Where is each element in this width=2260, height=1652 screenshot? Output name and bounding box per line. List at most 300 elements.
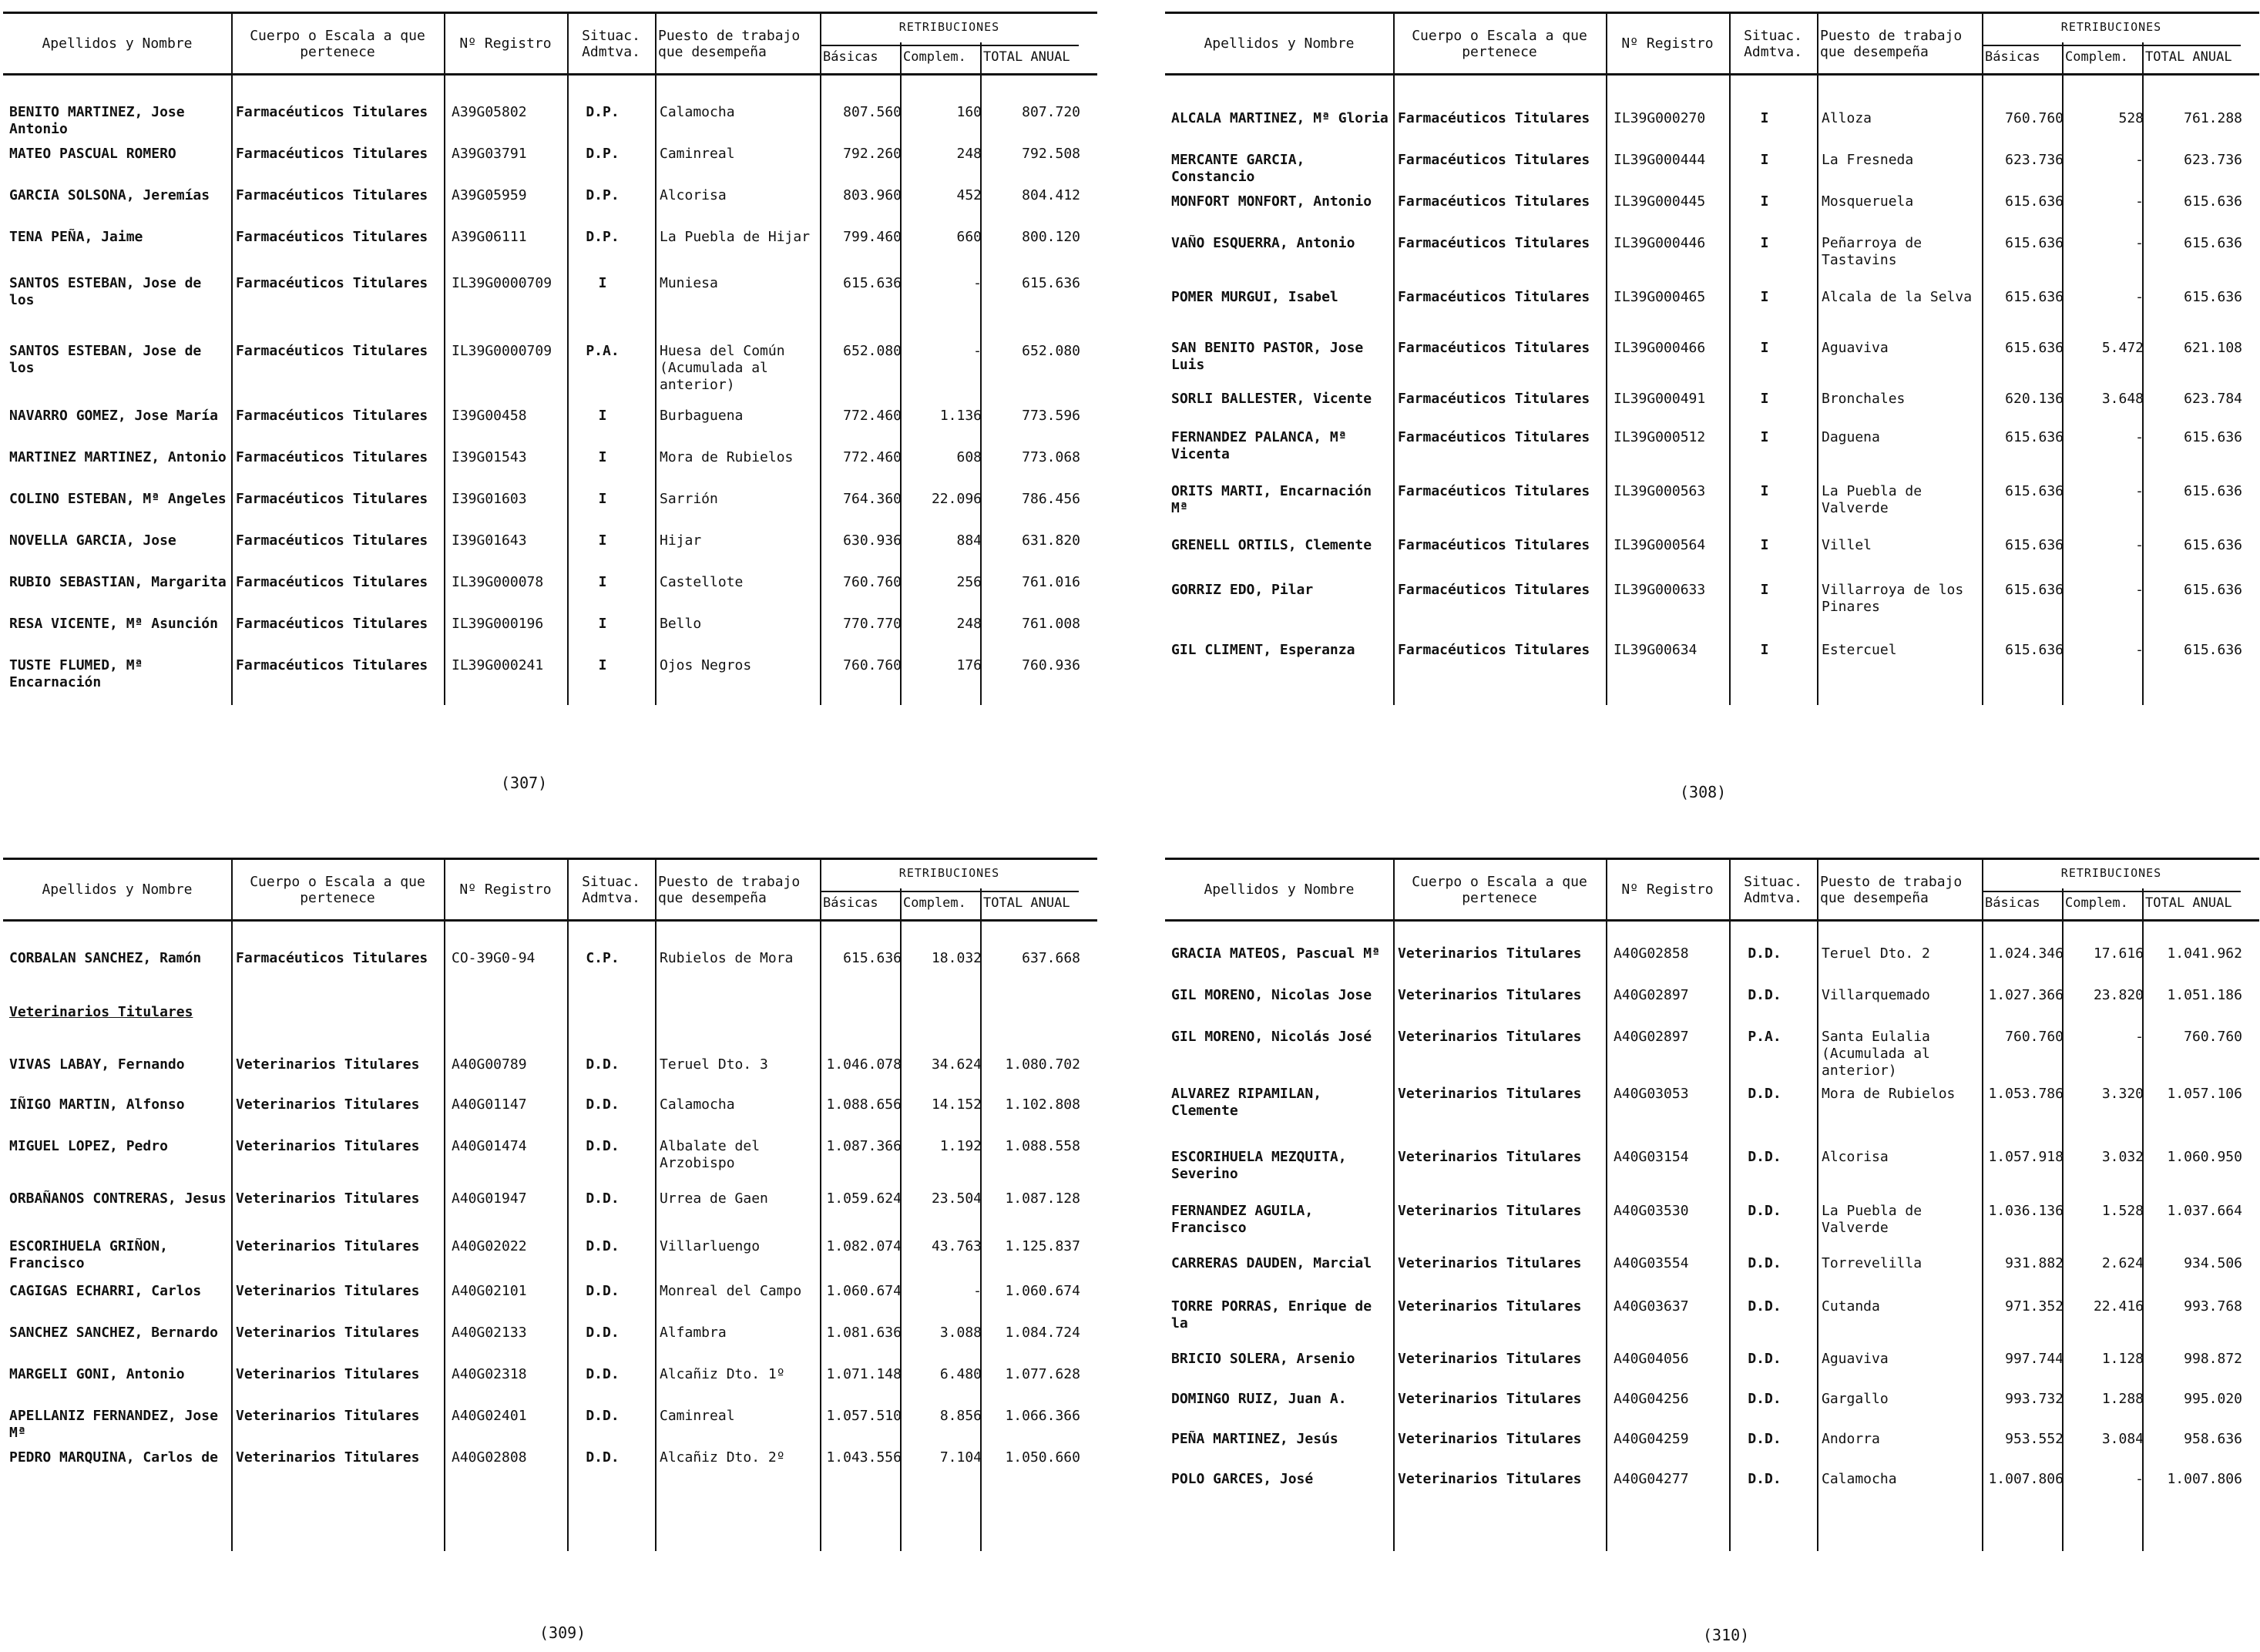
situacion-admtva: I: [1760, 483, 1769, 499]
retribucion-complem: -: [2135, 582, 2144, 598]
situacion-admtva: I: [1760, 391, 1769, 407]
puesto-trabajo: Gargallo: [1822, 1391, 1889, 1407]
retribucion-total: 800.120: [1022, 229, 1080, 245]
situacion-admtva: D.D.: [586, 1056, 620, 1073]
puesto-trabajo: Calamocha: [660, 104, 735, 120]
retribucion-total: 1.060.950: [2167, 1149, 2242, 1165]
retribucion-total: 631.820: [1022, 532, 1080, 549]
puesto-trabajo: Villel: [1822, 537, 1872, 553]
person-name: GIL MORENO, Nicolás José: [1171, 1029, 1372, 1045]
cuerpo-escala: Farmacéuticos Titulares: [236, 532, 428, 549]
header-total: TOTAL ANUAL: [2145, 49, 2232, 65]
registro-number: A40G01474: [452, 1138, 527, 1154]
retribucion-complem: -: [2135, 152, 2144, 168]
situacion-admtva: I: [598, 616, 607, 632]
person-name: SORLI BALLESTER, Vicente: [1171, 391, 1372, 407]
column-rule: [444, 858, 445, 1551]
situacion-admtva: D.D.: [586, 1408, 620, 1424]
cuerpo-escala: Farmacéuticos Titulares: [236, 950, 428, 966]
person-name: SANTOS ESTEBAN, Jose de los: [9, 275, 210, 308]
registro-number: IL39G000633: [1614, 582, 1706, 598]
situacion-admtva: I: [598, 275, 607, 291]
header-nombre: Apellidos y Nombre: [42, 35, 193, 52]
registro-number: A39G06111: [452, 229, 527, 245]
puesto-trabajo: Mora de Rubielos: [660, 449, 794, 465]
retribucion-basicas: 953.552: [2005, 1431, 2064, 1447]
retribucion-basicas: 1.036.136: [1988, 1203, 2064, 1219]
retribucion-basicas: 772.460: [843, 449, 902, 465]
page-310: [1165, 858, 2259, 1628]
cuerpo-escala: Veterinarios Titulares: [236, 1238, 420, 1254]
retribucion-complem: -: [2135, 1471, 2144, 1487]
puesto-trabajo: Santa Eulalia (Acumulada al anterior): [1822, 1029, 1939, 1079]
retribucion-complem: 34.624: [931, 1056, 982, 1073]
cuerpo-escala: Veterinarios Titulares: [1398, 1391, 1582, 1407]
header-complem: Complem.: [903, 895, 966, 911]
header-registro: Nº Registro: [1621, 881, 1714, 898]
retribucion-total: 1.087.128: [1005, 1190, 1080, 1207]
person-name: PEÑA MARTINEZ, Jesús: [1171, 1431, 1338, 1447]
retribucion-complem: 528: [2118, 110, 2144, 126]
registro-number: A40G04056: [1614, 1351, 1689, 1367]
cuerpo-escala: Farmacéuticos Titulares: [1398, 110, 1590, 126]
retribucion-total: 637.668: [1022, 950, 1080, 966]
person-name: TENA PEÑA, Jaime: [9, 229, 143, 245]
person-name: BRICIO SOLERA, Arsenio: [1171, 1351, 1355, 1367]
situacion-admtva: I: [598, 574, 607, 590]
retribucion-complem: 18.032: [931, 950, 982, 966]
situacion-admtva: D.D.: [586, 1096, 620, 1113]
header-cuerpo: Cuerpo o Escala a que pertenece: [1412, 873, 1587, 906]
cuerpo-escala: Veterinarios Titulares: [1398, 1149, 1582, 1165]
registro-number: IL39G000078: [452, 574, 544, 590]
retribucion-complem: 6.480: [939, 1366, 982, 1382]
puesto-trabajo: Torrevelilla: [1822, 1255, 1923, 1271]
situacion-admtva: I: [598, 449, 607, 465]
header-situacion: Situac. Admtva.: [1744, 873, 1802, 906]
header-puesto: Puesto de trabajo que desempeña: [658, 27, 801, 60]
retribucion-basicas: 1.060.674: [826, 1283, 902, 1299]
retribucion-total: 995.020: [2184, 1391, 2242, 1407]
retribucion-total: 804.412: [1022, 187, 1080, 203]
cuerpo-escala: Farmacéuticos Titulares: [1398, 340, 1590, 356]
puesto-trabajo: Urrea de Gaen: [660, 1190, 768, 1207]
registro-number: IL39G000564: [1614, 537, 1706, 553]
retribucion-basicas: 615.636: [2005, 429, 2064, 445]
puesto-trabajo: Estercuel: [1822, 642, 1897, 658]
person-name: GRACIA MATEOS, Pascual Mª: [1171, 945, 1380, 962]
registro-number: IL39G000465: [1614, 289, 1706, 305]
header-basicas: Básicas: [1985, 49, 2040, 65]
person-name: VIVAS LABAY, Fernando: [9, 1056, 185, 1073]
registro-number: A40G03053: [1614, 1086, 1689, 1102]
retribucion-basicas: 760.760: [843, 657, 902, 673]
registro-number: IL39G000241: [452, 657, 544, 673]
situacion-admtva: D.D.: [1748, 1351, 1781, 1367]
cuerpo-escala: Farmacéuticos Titulares: [236, 449, 428, 465]
retribucion-total: 958.636: [2184, 1431, 2242, 1447]
header-complem: Complem.: [903, 49, 966, 65]
situacion-admtva: P.A.: [586, 343, 620, 359]
retribucion-basicas: 630.936: [843, 532, 902, 549]
person-name: MARGELI GONI, Antonio: [9, 1366, 185, 1382]
puesto-trabajo: Teruel Dto. 3: [660, 1056, 768, 1073]
retribucion-complem: 452: [956, 187, 982, 203]
retribucion-complem: 160: [956, 104, 982, 120]
retribucion-total: 615.636: [2184, 429, 2242, 445]
retribucion-basicas: 997.744: [2005, 1351, 2064, 1367]
column-rule: [2062, 42, 2064, 705]
puesto-trabajo: La Puebla de Valverde: [1822, 483, 1930, 516]
cuerpo-escala: Farmacéuticos Titulares: [1398, 429, 1590, 445]
retribucion-basicas: 623.736: [2005, 152, 2064, 168]
header-registro: Nº Registro: [459, 881, 552, 898]
registro-number: IL39G0000709: [452, 343, 552, 359]
retribucion-basicas: 1.027.366: [1988, 987, 2064, 1003]
cuerpo-escala: Veterinarios Titulares: [236, 1325, 420, 1341]
retribucion-complem: 7.104: [939, 1449, 982, 1466]
person-name: VAÑO ESQUERRA, Antonio: [1171, 235, 1355, 251]
registro-number: A40G04277: [1614, 1471, 1689, 1487]
retribucion-total: 786.456: [1022, 491, 1080, 507]
retribucion-total: 760.760: [2184, 1029, 2242, 1045]
page-number: (307): [501, 774, 548, 792]
registro-number: A40G02133: [452, 1325, 527, 1341]
person-name: CORBALAN SANCHEZ, Ramón: [9, 950, 202, 966]
situacion-admtva: D.D.: [1748, 1086, 1781, 1102]
cuerpo-escala: Veterinarios Titulares: [236, 1408, 420, 1424]
cuerpo-escala: Farmacéuticos Titulares: [1398, 235, 1590, 251]
registro-number: A40G02897: [1614, 1029, 1689, 1045]
retribucion-total: 621.108: [2184, 340, 2242, 356]
situacion-admtva: I: [1760, 235, 1769, 251]
person-name: ESCORIHUELA MEZQUITA, Severino: [1171, 1149, 1355, 1182]
retribucion-total: 615.636: [2184, 289, 2242, 305]
registro-number: I39G01643: [452, 532, 527, 549]
retribucion-total: 761.288: [2184, 110, 2242, 126]
column-rule: [1729, 12, 1731, 705]
registro-number: A40G01947: [452, 1190, 527, 1207]
retribucion-basicas: 993.732: [2005, 1391, 2064, 1407]
registro-number: A40G02808: [452, 1449, 527, 1466]
retribucion-complem: 22.096: [931, 491, 982, 507]
retribucion-complem: 8.856: [939, 1408, 982, 1424]
retribucion-complem: -: [2135, 642, 2144, 658]
cuerpo-escala: Veterinarios Titulares: [1398, 1298, 1582, 1315]
retribucion-complem: 3.320: [2101, 1086, 2144, 1102]
registro-number: A40G02022: [452, 1238, 527, 1254]
retribucion-complem: 3.032: [2101, 1149, 2144, 1165]
registro-number: A40G02318: [452, 1366, 527, 1382]
header-complem: Complem.: [2065, 49, 2128, 65]
puesto-trabajo: Teruel Dto. 2: [1822, 945, 1930, 962]
registro-number: A40G02101: [452, 1283, 527, 1299]
registro-number: IL39G000196: [452, 616, 544, 632]
puesto-trabajo: Albalate del Arzobispo: [660, 1138, 768, 1171]
table-header: [1165, 858, 2259, 922]
cuerpo-escala: Farmacéuticos Titulares: [1398, 391, 1590, 407]
retribucion-complem: -: [973, 1283, 982, 1299]
puesto-trabajo: La Puebla de Valverde: [1822, 1203, 1930, 1236]
retribucion-total: 623.736: [2184, 152, 2242, 168]
puesto-trabajo: Rubielos de Mora: [660, 950, 794, 966]
person-name: ORBAÑANOS CONTRERAS, Jesus: [9, 1190, 227, 1207]
cuerpo-escala: Veterinarios Titulares: [236, 1096, 420, 1113]
registro-number: A39G05802: [452, 104, 527, 120]
person-name: GARCIA SOLSONA, Jeremías: [9, 187, 210, 203]
header-cuerpo: Cuerpo o Escala a que pertenece: [250, 873, 425, 906]
retribucion-total: 615.636: [2184, 642, 2242, 658]
retribucion-complem: 884: [956, 532, 982, 549]
person-name: ALVAREZ RIPAMILAN, Clemente: [1171, 1086, 1330, 1119]
retribucion-complem: 14.152: [931, 1096, 982, 1113]
retribucion-complem: -: [2135, 1029, 2144, 1045]
retribucion-basicas: 1.087.366: [826, 1138, 902, 1154]
puesto-trabajo: Peñarroya de Tastavins: [1822, 235, 1930, 268]
situacion-admtva: D.D.: [1748, 1298, 1781, 1315]
retribucion-basicas: 615.636: [2005, 289, 2064, 305]
person-name: RUBIO SEBASTIAN, Margarita: [9, 574, 227, 590]
column-rule: [2142, 42, 2144, 705]
registro-number: A40G00789: [452, 1056, 527, 1073]
header-nombre: Apellidos y Nombre: [42, 881, 193, 898]
registro-number: A40G01147: [452, 1096, 527, 1113]
table-header: [3, 858, 1097, 922]
cuerpo-escala: Veterinarios Titulares: [236, 1449, 420, 1466]
retribucion-total: 773.596: [1022, 408, 1080, 424]
situacion-admtva: P.A.: [1748, 1029, 1781, 1045]
cuerpo-escala: Farmacéuticos Titulares: [1398, 642, 1590, 658]
person-name: APELLANIZ FERNANDEZ, Jose Mª: [9, 1408, 227, 1441]
situacion-admtva: D.D.: [1748, 1391, 1781, 1407]
retribucion-total: 652.080: [1022, 343, 1080, 359]
puesto-trabajo: Alcañiz Dto. 1º: [660, 1366, 785, 1382]
header-nombre: Apellidos y Nombre: [1204, 35, 1355, 52]
retribucion-total: 1.051.186: [2167, 987, 2242, 1003]
puesto-trabajo: Daguena: [1822, 429, 1880, 445]
registro-number: A40G02897: [1614, 987, 1689, 1003]
retribucion-complem: 1.192: [939, 1138, 982, 1154]
retribucion-basicas: 792.260: [843, 146, 902, 162]
situacion-admtva: D.P.: [586, 104, 620, 120]
cuerpo-escala: Veterinarios Titulares: [1398, 1431, 1582, 1447]
person-name: NAVARRO GOMEZ, Jose María: [9, 408, 218, 424]
header-total: TOTAL ANUAL: [2145, 895, 2232, 911]
puesto-trabajo: Calamocha: [660, 1096, 735, 1113]
retribucion-complem: -: [2135, 483, 2144, 499]
person-name: SANTOS ESTEBAN, Jose de los: [9, 343, 210, 376]
column-rule: [655, 858, 657, 1551]
retribucion-total: 1.084.724: [1005, 1325, 1080, 1341]
header-basicas: Básicas: [823, 49, 878, 65]
retribucion-basicas: 615.636: [2005, 483, 2064, 499]
retribucion-total: 1.066.366: [1005, 1408, 1080, 1424]
retribucion-total: 1.050.660: [1005, 1449, 1080, 1466]
person-name: TUSTE FLUMED, Mª Encarnación: [9, 657, 152, 690]
retribucion-total: 615.636: [2184, 537, 2242, 553]
retribucion-basicas: 652.080: [843, 343, 902, 359]
page-number: (308): [1680, 783, 1727, 801]
puesto-trabajo: La Puebla de Hijar: [660, 229, 811, 245]
puesto-trabajo: Villarquemado: [1822, 987, 1930, 1003]
situacion-admtva: D.P.: [586, 229, 620, 245]
column-rule: [567, 858, 569, 1551]
retribucion-total: 761.008: [1022, 616, 1080, 632]
registro-number: IL39G0000709: [452, 275, 552, 291]
cuerpo-escala: Veterinarios Titulares: [236, 1283, 420, 1299]
page-number: (309): [539, 1623, 586, 1642]
situacion-admtva: C.P.: [586, 950, 620, 966]
puesto-trabajo: Hijar: [660, 532, 702, 549]
retribucion-total: 1.037.664: [2167, 1203, 2242, 1219]
retribucion-basicas: 615.636: [843, 950, 902, 966]
registro-number: A39G03791: [452, 146, 527, 162]
registro-number: A40G03154: [1614, 1149, 1689, 1165]
person-name: GIL MORENO, Nicolas Jose: [1171, 987, 1372, 1003]
retribucion-complem: 248: [956, 146, 982, 162]
situacion-admtva: D.D.: [586, 1449, 620, 1466]
retribucion-basicas: 615.636: [2005, 582, 2064, 598]
retribucion-complem: 43.763: [931, 1238, 982, 1254]
header-situacion: Situac. Admtva.: [582, 27, 640, 60]
registro-number: A40G02401: [452, 1408, 527, 1424]
cuerpo-escala: Farmacéuticos Titulares: [236, 104, 428, 120]
retribucion-complem: 248: [956, 616, 982, 632]
retribucion-complem: 5.472: [2101, 340, 2144, 356]
registro-number: I39G01543: [452, 449, 527, 465]
registro-number: CO-39G0-94: [452, 950, 536, 966]
retribucion-basicas: 615.636: [2005, 193, 2064, 210]
header-complem: Complem.: [2065, 895, 2128, 911]
retribucion-total: 1.088.558: [1005, 1138, 1080, 1154]
situacion-admtva: I: [1760, 152, 1769, 168]
person-name: MARTINEZ MARTINEZ, Antonio: [9, 449, 227, 465]
person-name: PEDRO MARQUINA, Carlos de: [9, 1449, 218, 1466]
puesto-trabajo: Alcañiz Dto. 2º: [660, 1449, 785, 1466]
retribucion-basicas: 615.636: [2005, 642, 2064, 658]
cuerpo-escala: Veterinarios Titulares: [1398, 1255, 1582, 1271]
person-name: SANCHEZ SANCHEZ, Bernardo: [9, 1325, 218, 1341]
situacion-admtva: I: [598, 657, 607, 673]
situacion-admtva: D.D.: [1748, 987, 1781, 1003]
situacion-admtva: D.P.: [586, 187, 620, 203]
cuerpo-escala: Veterinarios Titulares: [1398, 1203, 1582, 1219]
retribucion-complem: 17.616: [2093, 945, 2144, 962]
person-name: MATEO PASCUAL ROMERO: [9, 146, 176, 162]
retribucion-basicas: 770.770: [843, 616, 902, 632]
cuerpo-escala: Farmacéuticos Titulares: [236, 574, 428, 590]
puesto-trabajo: Aguaviva: [1822, 340, 1889, 356]
person-name: SAN BENITO PASTOR, Jose Luis: [1171, 340, 1372, 373]
situacion-admtva: D.P.: [586, 146, 620, 162]
header-registro: Nº Registro: [1621, 35, 1714, 52]
puesto-trabajo: La Fresneda: [1822, 152, 1914, 168]
retribucion-total: 761.016: [1022, 574, 1080, 590]
puesto-trabajo: Muniesa: [660, 275, 718, 291]
retribucion-total: 615.636: [2184, 582, 2242, 598]
situacion-admtva: D.D.: [586, 1325, 620, 1341]
header-basicas: Básicas: [1985, 895, 2040, 911]
situacion-admtva: I: [1760, 642, 1769, 658]
situacion-admtva: D.D.: [1748, 1203, 1781, 1219]
retribucion-complem: 1.288: [2101, 1391, 2144, 1407]
retribucion-basicas: 971.352: [2005, 1298, 2064, 1315]
header-puesto: Puesto de trabajo que desempeña: [658, 873, 801, 906]
cuerpo-escala: Farmacéuticos Titulares: [236, 408, 428, 424]
column-rule: [980, 42, 982, 705]
person-name: CARRERAS DAUDEN, Marcial: [1171, 1255, 1372, 1271]
retribucion-total: 998.872: [2184, 1351, 2242, 1367]
retribucion-total: 807.720: [1022, 104, 1080, 120]
page-309: [3, 858, 1097, 1628]
retribucion-total: 615.636: [1022, 275, 1080, 291]
column-rule: [1817, 12, 1818, 705]
person-name: ORITS MARTI, Encarnación Mª: [1171, 483, 1380, 516]
registro-number: A40G04259: [1614, 1431, 1689, 1447]
retribucion-complem: 608: [956, 449, 982, 465]
registro-number: I39G01603: [452, 491, 527, 507]
cuerpo-escala: Farmacéuticos Titulares: [236, 146, 428, 162]
puesto-trabajo: Villarluengo: [660, 1238, 761, 1254]
situacion-admtva: D.D.: [1748, 1149, 1781, 1165]
puesto-trabajo: Alcorisa: [660, 187, 727, 203]
puesto-trabajo: Villarroya de los Pinares: [1822, 582, 1973, 615]
retribucion-complem: -: [973, 275, 982, 291]
retribucion-total: 1.041.962: [2167, 945, 2242, 962]
cuerpo-escala: Veterinarios Titulares: [236, 1138, 420, 1154]
registro-number: IL39G000445: [1614, 193, 1706, 210]
registro-number: IL39G000491: [1614, 391, 1706, 407]
retribucion-basicas: 1.046.078: [826, 1056, 902, 1073]
retribucion-complem: 23.504: [931, 1190, 982, 1207]
person-name: RESA VICENTE, Mª Asunción: [9, 616, 218, 632]
person-name: GIL CLIMENT, Esperanza: [1171, 642, 1355, 658]
situacion-admtva: D.D.: [586, 1366, 620, 1382]
column-rule: [900, 42, 902, 705]
registro-number: A40G03530: [1614, 1203, 1689, 1219]
cuerpo-escala: Farmacéuticos Titulares: [236, 229, 428, 245]
retribucion-complem: 1.128: [2101, 1351, 2144, 1367]
person-name: MERCANTE GARCIA, Constancio: [1171, 152, 1314, 185]
page-307: [3, 12, 1097, 782]
puesto-trabajo: Ojos Negros: [660, 657, 752, 673]
column-rule: [1606, 858, 1607, 1551]
puesto-trabajo: Huesa del Común (Acumulada al anterior): [660, 343, 794, 393]
retribucion-basicas: 615.636: [843, 275, 902, 291]
retribucion-basicas: 1.082.074: [826, 1238, 902, 1254]
header-retribuciones: RETRIBUCIONES: [2060, 866, 2162, 880]
retribucion-total: 1.007.806: [2167, 1471, 2242, 1487]
retribucion-total: 615.636: [2184, 193, 2242, 210]
puesto-trabajo: Alfambra: [660, 1325, 727, 1341]
situacion-admtva: I: [598, 532, 607, 549]
column-rule: [655, 12, 657, 705]
situacion-admtva: D.D.: [1748, 1471, 1781, 1487]
puesto-trabajo: Bronchales: [1822, 391, 1906, 407]
registro-number: IL39G000466: [1614, 340, 1706, 356]
puesto-trabajo: Mora de Rubielos: [1822, 1086, 1956, 1102]
situacion-admtva: D.D.: [586, 1283, 620, 1299]
person-name: BENITO MARTINEZ, Jose Antonio: [9, 104, 193, 137]
puesto-trabajo: Bello: [660, 616, 702, 632]
retribucion-complem: 1.136: [939, 408, 982, 424]
situacion-admtva: I: [598, 408, 607, 424]
person-name: NOVELLA GARCIA, Jose: [9, 532, 176, 549]
column-rule: [1606, 12, 1607, 705]
retribucion-total: 934.506: [2184, 1255, 2242, 1271]
retribucion-total: 1.060.674: [1005, 1283, 1080, 1299]
person-name: FERNANDEZ AGUILA, Francisco: [1171, 1203, 1322, 1236]
